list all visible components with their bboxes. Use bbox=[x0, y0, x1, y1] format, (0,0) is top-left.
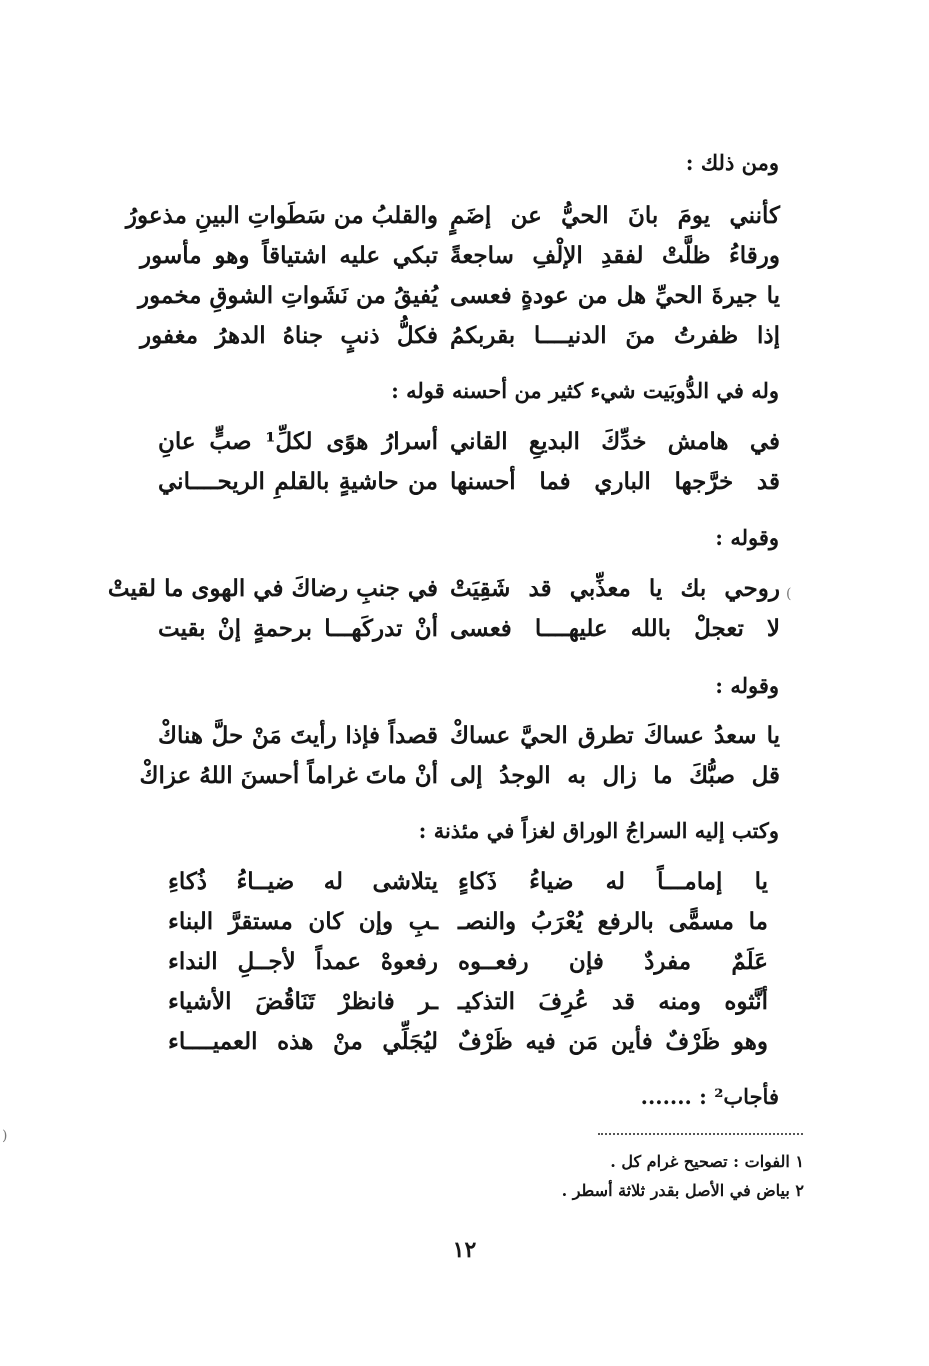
verse-hemistich-right: يا إمامـــاً له ضياءُ ذَكاءٍ bbox=[458, 868, 768, 895]
footnote-1: ١ الفوات : تصحيح غرام كل . bbox=[610, 1152, 804, 1171]
verse-hemistich-right: روحي بك يا معذِّبي قد شَقِيَتْ bbox=[450, 575, 780, 602]
intro-line-4: وقوله : bbox=[715, 673, 779, 698]
verse-hemistich-left: تبكي عليه اشتياقاً وهو مأسور bbox=[140, 242, 438, 269]
page-number: ١٢ bbox=[452, 1237, 477, 1263]
verse-hemistich-left: ليُجَلِّي منْ هذه العميــــاء bbox=[168, 1028, 438, 1055]
verse-hemistich-right: أنَّثوه ومنه قد عُرِفَ التذكيـ bbox=[458, 988, 768, 1015]
verse-hemistich-left: ـر فانظرْ تَنَاقُضَ الأشياء bbox=[168, 988, 438, 1015]
verse-hemistich-right: قد خرَّجها الباري فما أحسنها bbox=[450, 468, 780, 495]
margin-mark: ( bbox=[786, 586, 792, 602]
verse-hemistich-left: قصداً فإذا رأيتَ مَنْ حلَّ هناكْ bbox=[158, 722, 438, 749]
intro-line-5: وكتب إليه السراجُ الوراق لغزاً في مئذنة : bbox=[418, 818, 779, 843]
verse-hemistich-left: أنْ تدركَهـــا برحمةٍ إنْ بقيت bbox=[158, 615, 438, 642]
verse-hemistich-right: يا جيرةَ الحيِّ هل من عودةٍ فعسى bbox=[450, 282, 780, 309]
verse-hemistich-right: وهو ظَرْفٌ فأين مَن فيه ظَرْفٌ bbox=[458, 1028, 768, 1055]
verse-hemistich-left: من حاشيةٍ بالقلمِ الريحــــاني bbox=[158, 468, 438, 495]
verse-hemistich-right: في هامش خدِّكَ البديعِ القاني bbox=[450, 428, 780, 455]
intro-line-1: ومن ذلك : bbox=[685, 150, 779, 175]
verse-hemistich-left: أنْ ماتَ غراماً أحسنَ اللهُ عزاكْ bbox=[139, 762, 438, 789]
verse-hemistich-left: يُفيقُ من نَشَواتِ الشوقِ مخمور bbox=[138, 282, 438, 309]
verse-hemistich-right: ما مسمًّى بالرفع يُعْرَبُ والنصـ bbox=[458, 908, 768, 935]
verse-hemistich-left: في جنبِ رضاكَ في الهوى ما لقيتْ bbox=[107, 575, 438, 602]
verse-hemistich-right: إذا ظفرتُ منَ الدنيــــا بقربكمُ bbox=[450, 322, 780, 349]
verse-hemistich-left: والقلبُ من سَطَواتِ البينِ مذعورُ bbox=[125, 202, 438, 229]
verse-hemistich-left: ـبِ وإن كان مستقرَّ البناء bbox=[168, 908, 438, 935]
verse-hemistich-left: رفعوهْ عمداً لأجــلِ النداء bbox=[168, 948, 438, 975]
closing-line: فأجاب² : ....... bbox=[640, 1084, 779, 1109]
verse-hemistich-left: فكلُّ ذنبٍ جناهُ الدهرُ مغفور bbox=[140, 322, 438, 349]
intro-line-2: وله في الدُّوبَيت شيء كثير من أحسنه قوله : bbox=[391, 378, 779, 403]
verse-hemistich-right: ورقاءُ ظلَّتْ لفقدِ الإلْفِ ساجعةً bbox=[450, 242, 780, 269]
verse-hemistich-right: عَلَمٌ مفردٌ فإن رفعــوه bbox=[458, 948, 768, 975]
verse-hemistich-right: يا سعدُ عساكَ تطرق الحيَّ عساكْ bbox=[450, 722, 780, 749]
intro-line-3: وقوله : bbox=[715, 525, 779, 550]
footnote-2: ٢ بياض في الأصل بقدر ثلاثة أسطر . bbox=[561, 1181, 804, 1200]
verse-hemistich-right: لا تعجلْ بالله عليهــــا فعسى bbox=[450, 615, 780, 642]
verse-hemistich-right: كأنني يومَ بانَ الحيُّ عن إضَمٍ bbox=[450, 202, 780, 229]
footnote-separator bbox=[598, 1133, 803, 1135]
verse-hemistich-left: يتلاشى له ضيــاءُ ذُكاءِ bbox=[168, 868, 438, 895]
verse-hemistich-right: قل صبُّكَ ما زال به الوجدُ إلى bbox=[450, 762, 780, 789]
margin-mark: ) bbox=[2, 1128, 8, 1144]
verse-hemistich-left: أسرارُ هوًى لكلِّ¹ صبٍّ عانِ bbox=[158, 428, 438, 455]
